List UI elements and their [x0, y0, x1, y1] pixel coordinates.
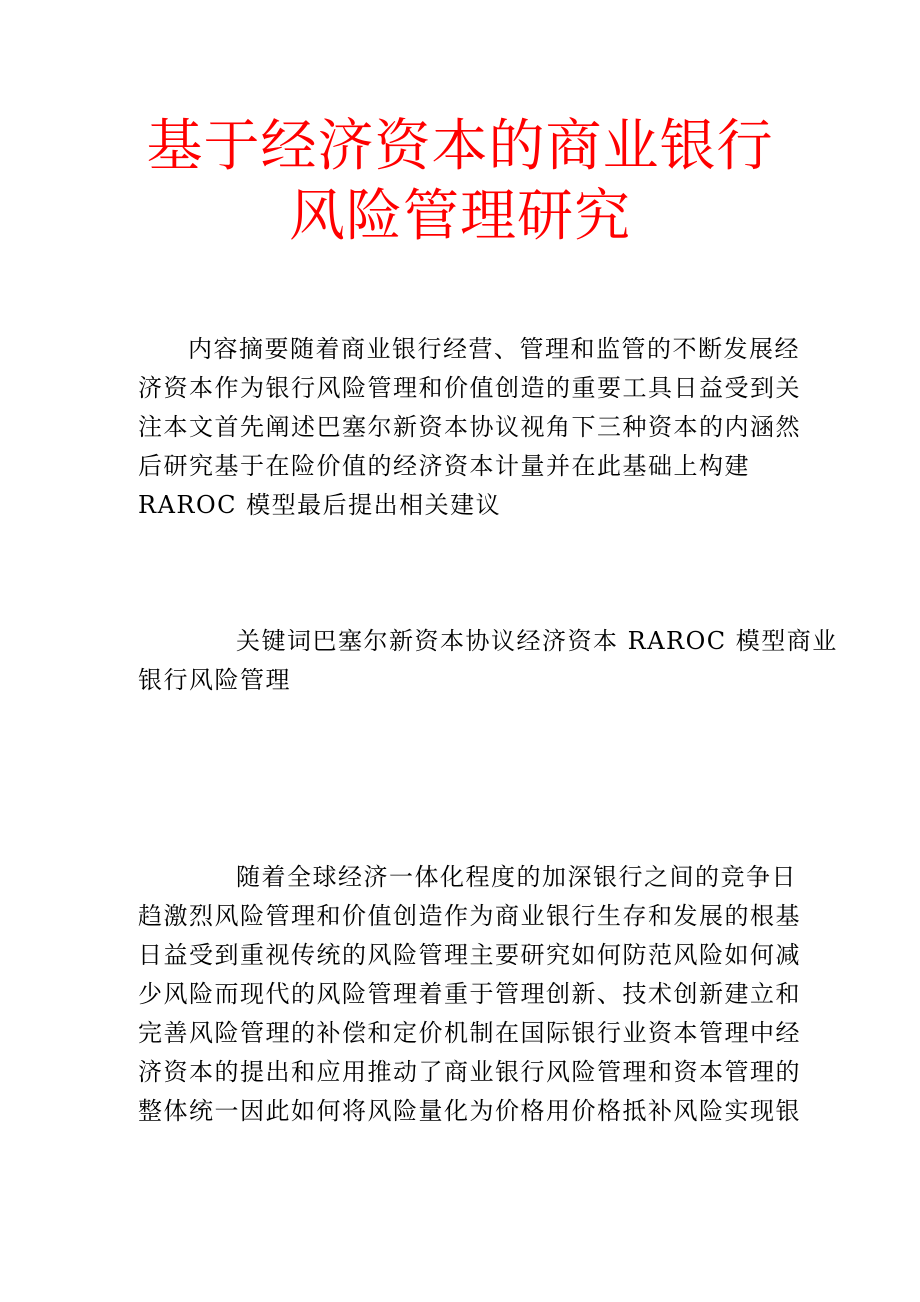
title-line-1: 基于经济资本的商业银行	[146, 114, 774, 179]
body-line: 日益受到重视传统的风险管理主要研究如何防范风险如何减	[138, 941, 801, 969]
body-line: 完善风险管理的补偿和定价机制在国际银行业资本管理中经	[138, 1019, 801, 1047]
title-line-2: 风险管理研究	[289, 184, 631, 249]
body-line: 趋激烈风险管理和价值创造作为商业银行生存和发展的根基	[138, 902, 801, 930]
keywords-line: 关键词巴塞尔新资本协议经济资本 RAROC 模型商业	[236, 627, 838, 655]
document-title	[0, 112, 920, 182]
body-line: 济资本的提出和应用推动了商业银行风险管理和资本管理的	[138, 1058, 801, 1086]
body-line: 整体统一因此如何将风险量化为价格用价格抵补风险实现银	[138, 1097, 801, 1125]
keywords-line: 银行风险管理	[138, 666, 291, 694]
abstract-line: 济资本作为银行风险管理和价值创造的重要工具日益受到关	[138, 374, 801, 402]
document-title-continued	[0, 182, 920, 252]
body-paragraph	[138, 858, 801, 1131]
abstract-line: RAROC 模型最后提出相关建议	[138, 491, 502, 519]
keywords-paragraph	[138, 622, 838, 700]
abstract-line: 后研究基于在险价值的经济资本计量并在此基础上构建	[138, 452, 750, 480]
abstract-line: 内容摘要随着商业银行经营、管理和监管的不断发展经	[188, 335, 800, 363]
abstract-paragraph	[138, 330, 801, 525]
body-line: 随着全球经济一体化程度的加深银行之间的竞争日	[236, 863, 797, 891]
abstract-line: 注本文首先阐述巴塞尔新资本协议视角下三种资本的内涵然	[138, 413, 801, 441]
body-line: 少风险而现代的风险管理着重于管理创新、技术创新建立和	[138, 980, 801, 1008]
